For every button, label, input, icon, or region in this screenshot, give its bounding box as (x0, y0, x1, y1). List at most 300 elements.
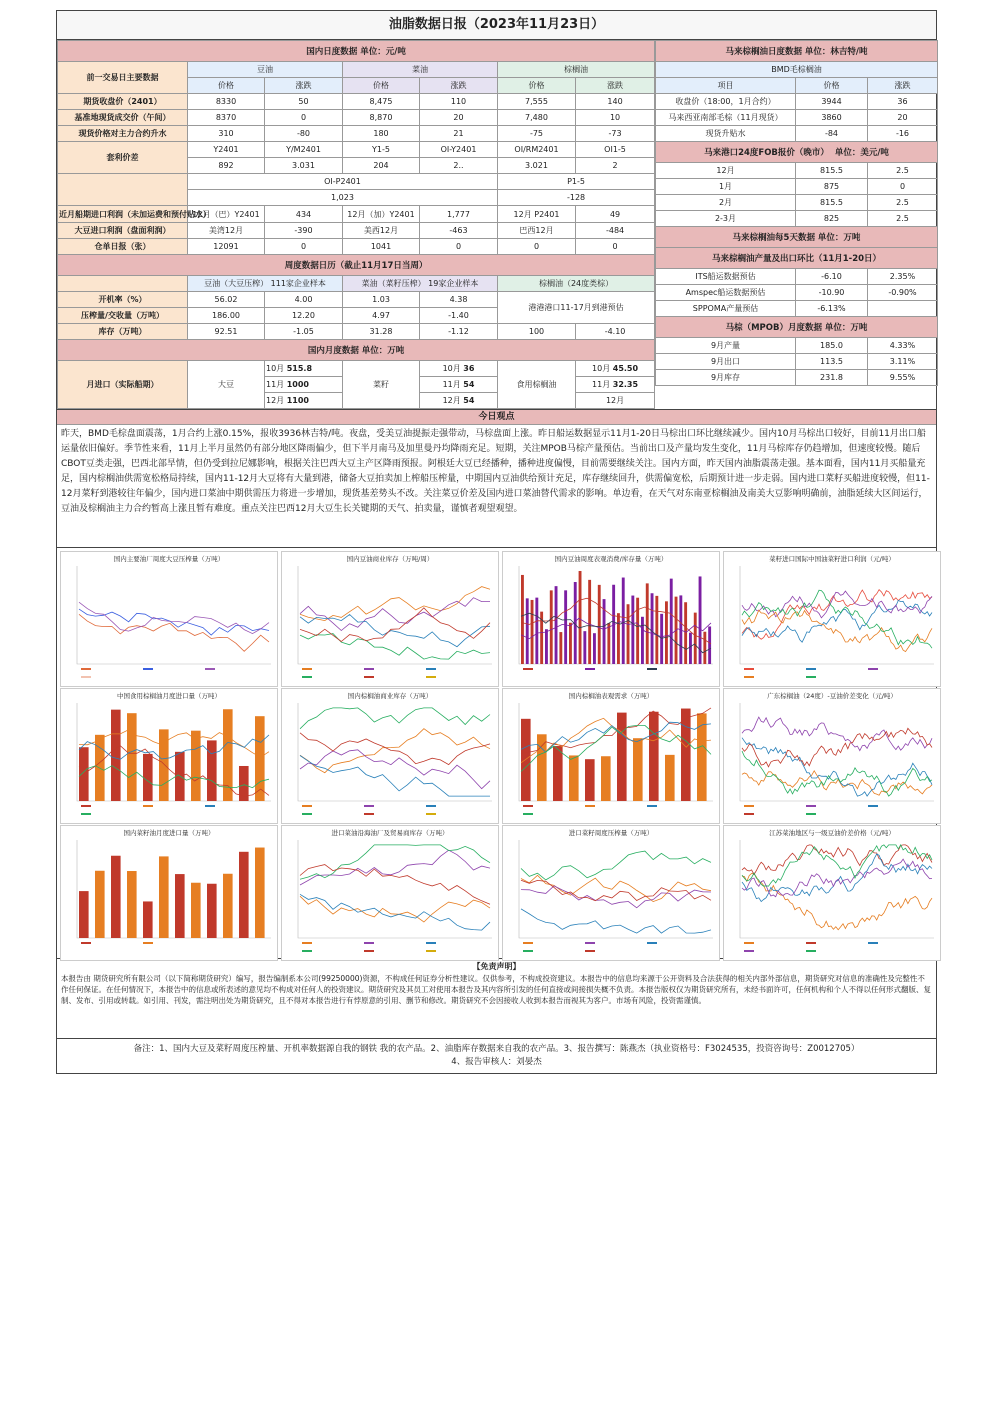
chart-bar (569, 755, 579, 801)
price-cell: 110 (420, 94, 498, 110)
chart-bar (559, 632, 562, 664)
monthly-label: 月进口（实际船期） (58, 361, 188, 409)
monthly-val: 45.50 (612, 364, 639, 373)
monthly-month: 12月 (442, 396, 461, 405)
row-change: 2.35% (868, 269, 938, 285)
crush-profit-label: 大豆进口利润（盘面利润） (58, 223, 188, 239)
legend-swatch (302, 668, 312, 670)
price-row-label: 基准地现货成交价（午间） (58, 110, 188, 126)
weekly-row-label: 库存（万吨） (58, 324, 188, 340)
weekly-row-label: 开机率（%） (58, 292, 188, 308)
bmd-rows (656, 94, 938, 142)
chart-thumbnail (281, 551, 499, 687)
col-price: 价格 (498, 78, 576, 94)
monthly-month: 11月 (592, 380, 611, 389)
chart-bar (207, 884, 217, 938)
chart-bar (143, 901, 153, 938)
chart-bar (191, 731, 201, 801)
legend-swatch (81, 805, 91, 807)
monthly-cell (265, 361, 343, 377)
monthly-group-name: 菜籽 (343, 361, 420, 409)
legend-swatch (585, 950, 595, 952)
weekly-sub-palm: 棕榈油（24度类棕） (498, 276, 655, 292)
chart-bar (660, 614, 663, 664)
export-title: 马来棕榈油每5天数据 单位：万吨 (656, 227, 938, 248)
malaysia-panel (655, 40, 937, 409)
chart-thumbnail (502, 551, 720, 687)
warrant-cell: 0 (420, 239, 498, 255)
price-row (58, 126, 655, 142)
fob-rows-row (656, 179, 938, 195)
weekly-val: -1.12 (420, 324, 498, 340)
row-price: -10.90 (796, 285, 868, 301)
charts-area (57, 547, 936, 958)
row-price: 3860 (796, 110, 868, 126)
legend-swatch (81, 813, 91, 815)
weekly-val: -1.05 (265, 324, 343, 340)
chart-series-line (742, 717, 932, 751)
view-text: 昨天，BMD毛棕盘面震荡，1月合约上涨0.15%，报收3936林吉特/吨。夜盘，受美豆油提振走强带动，马棕盘面上涨。昨日船运数据显示11月1-20日马棕出口环比继续减少。国内10月马棕出口较好，目前11月出口船运量依旧偏好。季节性来看，11月上半月虽然仍有部分地区降雨偏少，但下半月南马及加里曼丹均降雨充足。短期，关注MPOB马棕产量预估。当前出口及产量均发生变化，11月马棕库存仍趋增加，但速度较慢。随后CBOT豆类走强，巴西北部旱情，但仍受到拉尼娜影响，根据关注巴西大豆主产区降雨预报。阿根廷大豆已经播种，播种进度偏慢，目前需要继续关注。国内方面，昨天国内油脂震荡走强。基本面看，国内11月买船量充足，国内棕榈油供需宽松格局持续，国内11-12月大豆将有大量到港，储备大豆拍卖加上榨船压榨量，中期国内豆油供给预计充足，库存继续回升，供需偏宽松，后期预计进一步走弱。国内进口菜籽买船进度较慢，但11-12月菜籽到港较往年偏少，国内进口菜油中期供需压力将进一步增加，现货基差势头不改。关注菜豆价差及国内进口菜油替代需求的影响。单边看，在天气对东南亚棕榈油及南美大豆影响明确前，油脂延续大区间运行，豆油及棕榈油主力合约暂高上涨且暂有难度。重点关注巴西12月大豆生长关键期的天气、拍卖量，谨慎者观望观望。 (61, 429, 930, 514)
chart-axis (519, 840, 713, 938)
legend-swatch (364, 942, 374, 944)
price-rows (58, 94, 655, 142)
legend-swatch (806, 668, 816, 670)
chart-series-line (742, 854, 932, 902)
row-label: 1月 (656, 179, 796, 195)
chart-series-line (521, 598, 711, 644)
row-label: 12月 (656, 163, 796, 179)
chart-bar (649, 712, 659, 801)
report-title: 油脂数据日报（2023年11月23日） (57, 11, 936, 40)
chart-title: 进口菜籽周度压榨量（万吨） (568, 829, 654, 837)
legend-swatch (426, 942, 436, 944)
fob-rows-row (656, 211, 938, 227)
monthly-cell (265, 377, 343, 393)
legend-swatch (302, 805, 312, 807)
row-label: 收盘价（18:00，1月合约） (656, 94, 796, 110)
fob-rows-row (656, 195, 938, 211)
row-price: -6.10 (796, 269, 868, 285)
spread-head-palm15: P1-5 (498, 174, 655, 190)
legend-swatch (585, 805, 595, 807)
legend-swatch (81, 676, 91, 678)
import-cell: 12月 P2401 (498, 206, 576, 223)
chart-series-line (79, 609, 269, 635)
chart-bar (631, 596, 634, 664)
legend-swatch (523, 813, 533, 815)
chart-bar (223, 874, 233, 938)
item-col: 项目 (656, 78, 796, 94)
notes (57, 1038, 936, 1073)
row-label: SPPOMA产量预估 (656, 301, 796, 317)
chart-series-line (300, 894, 490, 930)
legend-swatch (302, 813, 312, 815)
weekly-val: 31.28 (343, 324, 420, 340)
chart-bar (111, 710, 121, 801)
chart-bar (545, 629, 548, 664)
chart-bar (617, 713, 627, 801)
crush-cell: -463 (420, 223, 498, 239)
price-row (58, 94, 655, 110)
chart-title: 广东棕榈油（24度）-豆油价差变化（元/吨） (767, 692, 897, 700)
mpob-rows-row (656, 370, 938, 386)
monthly-cell (576, 361, 655, 377)
weekly-val: -1.40 (420, 308, 498, 324)
price-cell: 180 (343, 126, 420, 142)
chart-bar (651, 593, 654, 664)
chart-bar (127, 871, 137, 938)
col-price: 价格 (343, 78, 420, 94)
chart-series-line (742, 590, 932, 640)
chart-title: 中国食用棕榈油月度进口量（万吨） (117, 692, 221, 700)
legend-swatch (302, 942, 312, 944)
legend-swatch (205, 805, 215, 807)
chart-plot (728, 840, 936, 954)
monthly-cell (576, 393, 655, 409)
weekly-val: 4.97 (343, 308, 420, 324)
spread-head: Y2401 (188, 142, 265, 158)
chart-bar (665, 755, 675, 801)
chart-bar (79, 891, 89, 938)
weekly-val: 4.38 (420, 292, 498, 308)
monthly-group-name: 食用棕榈油 (498, 361, 576, 409)
chart-series-line (742, 751, 932, 796)
weekly-sub-rape: 菜油（菜籽压榨） 19家企业样本 (343, 276, 498, 292)
domestic-table (57, 40, 655, 409)
crush-cell: 美西12月 (343, 223, 420, 239)
fob-rows (656, 163, 938, 227)
legend-swatch (302, 676, 312, 678)
legend-swatch (806, 805, 816, 807)
chart-bar (708, 626, 711, 664)
price-cell: -75 (498, 126, 576, 142)
spread-head: OI1-5 (576, 142, 655, 158)
legend-swatch (523, 805, 533, 807)
chart-bar (159, 856, 169, 938)
crush-cell: 巴西12月 (498, 223, 576, 239)
chart-plot (286, 840, 494, 954)
chart-bar (191, 883, 201, 938)
domestic-panel (57, 40, 655, 409)
chart-bar (598, 585, 601, 664)
row-change: 2.5 (868, 195, 938, 211)
monthly-val: 54 (463, 380, 475, 389)
chart-thumbnail (502, 688, 720, 824)
legend-swatch (806, 950, 816, 952)
chart-title: 进口菜油沿海油厂及贸易商库存（万吨） (331, 829, 449, 837)
import-profit-label: 近月船期进口利润（未加运费和预付贴水） (58, 206, 188, 223)
chart-series-line (742, 873, 932, 929)
monthly-val: 54 (463, 396, 475, 405)
chart-title: 国内豆油商业库存（万吨/周） (346, 555, 434, 563)
row-change: 20 (868, 110, 938, 126)
chart-plot (507, 566, 715, 680)
legend-swatch (744, 813, 754, 815)
chart-axis (740, 566, 934, 664)
spread-val: 3.031 (265, 158, 343, 174)
legend-swatch (523, 950, 533, 952)
price-col: 价格 (796, 78, 868, 94)
row-label: 9月产量 (656, 338, 796, 354)
chart-thumbnail (723, 688, 941, 824)
malaysia-table (655, 40, 938, 386)
mpob-rows-row (656, 338, 938, 354)
chart-series-line (521, 909, 711, 933)
chart-series-line (300, 708, 490, 729)
chart-bar (684, 602, 687, 664)
legend-swatch (364, 813, 374, 815)
disclaimer-text: 本报告由 期货研究所有限公司（以下简称期货研究）编写，报告编制系本公司(99250000)资源，不构成任何证券分析性建议。仅供参考，不构成投资建议。本报告中的信息均来源于公开资料及合法获得的相关内部外部信息，期货研究对信息的准确性及完整性不作任何保证。在任何情况下，本报告中的信息或所表述的意见均不构成对任何人的投资建议。期货研究及其员工对使用本报告及其内容所引发的任何直接或间接损失概不负责。本报告版权仅为期货研究所有，未经书面许可，任何机构和个人不得以任何形式翻版、复制、发布、引用或转载。如引用、刊发，需注明出处为期货研究，且不得对本报告进行有悖原意的引用、删节和修改。期货研究不会因接收人收到本报告而视其为客户。市场有风险，投资需谨慎。 (61, 974, 931, 1005)
row-price: 875 (796, 179, 868, 195)
weekly-val: 1.03 (343, 292, 420, 308)
legend-swatch (426, 950, 436, 952)
chart-thumbnail (281, 688, 499, 824)
row-price: 3944 (796, 94, 868, 110)
row-label: 2月 (656, 195, 796, 211)
price-cell: -73 (576, 126, 655, 142)
price-row (58, 110, 655, 126)
legend-swatch (426, 676, 436, 678)
chart-bar (641, 617, 644, 664)
chart-series-line (79, 602, 269, 633)
price-cell: 140 (576, 94, 655, 110)
monthly-cell (420, 361, 498, 377)
palm-port-text: 港港港口11-17月到港预估 (498, 292, 655, 324)
legend-swatch (364, 950, 374, 952)
legend-swatch (523, 668, 533, 670)
monthly-cell (576, 377, 655, 393)
monthly-val: 515.8 (286, 364, 313, 373)
chart-bar (143, 754, 153, 801)
spread-val: 3.021 (498, 158, 576, 174)
col-change: 涨跌 (420, 78, 498, 94)
price-cell: 7,480 (498, 110, 576, 126)
legend-swatch (143, 805, 153, 807)
weekly-val: 186.00 (188, 308, 265, 324)
export-rows-row (656, 285, 938, 301)
chart-series-line (300, 634, 490, 660)
chart-series-line (742, 610, 932, 652)
monthly-month: 11月 (442, 380, 461, 389)
row-change: 2.5 (868, 211, 938, 227)
chart-series-line (300, 845, 490, 879)
chart-thumbnail (502, 825, 720, 961)
chart-bar (239, 852, 249, 938)
chart-bar (550, 590, 553, 664)
crush-cell: -390 (265, 223, 343, 239)
chart-plot (728, 703, 936, 817)
crush-cell: 美湾12月 (188, 223, 265, 239)
weekly-row-label: 压榨量/交收量（万吨） (58, 308, 188, 324)
col-change: 涨跌 (265, 78, 343, 94)
weekly-val: -4.10 (576, 324, 655, 340)
chart-bar (622, 578, 625, 664)
monthly-header: 国内月度数据 单位：万吨 (58, 340, 655, 361)
chart-series-line (742, 591, 932, 618)
row-change: 3.11% (868, 354, 938, 370)
warrant-cell: 0 (265, 239, 343, 255)
legend-swatch (744, 805, 754, 807)
chart-plot (286, 703, 494, 817)
malaysia-header: 马来棕榈油日度数据 单位：林吉特/吨 (656, 41, 938, 62)
row-label: 9月库存 (656, 370, 796, 386)
legend-swatch (806, 942, 816, 944)
monthly-month: 11月 (266, 380, 285, 389)
chart-plot (286, 566, 494, 680)
warrant-cell: 0 (576, 239, 655, 255)
chart-bar (521, 575, 524, 664)
chart-title: 国内豆油周度表观消费/库存量（万吨） (554, 555, 668, 563)
chart-bar (583, 631, 586, 664)
spread-val: 204 (343, 158, 420, 174)
monthly-month: 12月 (605, 396, 625, 405)
weekly-sub-soy: 豆油（大豆压榨） 111家企业样本 (188, 276, 343, 292)
chart-thumbnail (60, 551, 278, 687)
spread-val-palm15: -128 (498, 190, 655, 206)
legend-swatch (868, 668, 878, 670)
monthly-month: 10月 (442, 364, 461, 373)
product-soy: 豆油 (188, 62, 343, 78)
spread-head: OI-Y2401 (420, 142, 498, 158)
chart-bar (655, 596, 658, 664)
chart-bar (553, 746, 563, 801)
weekly-val: 12.20 (265, 308, 343, 324)
product-palm: 棕榈油 (498, 62, 655, 78)
row-price: 825 (796, 211, 868, 227)
legend-swatch (81, 668, 91, 670)
col-price: 价格 (188, 78, 265, 94)
chart-title: 国内棕榈油商业库存（万吨） (347, 692, 433, 700)
change-col: 涨跌 (868, 78, 938, 94)
legend-swatch (426, 805, 436, 807)
chart-bar (689, 633, 692, 664)
monthly-month: 10月 (266, 364, 285, 373)
export-sub: 马来棕榈油产量及出口环比（11月1-20日） (656, 248, 938, 269)
chart-plot (65, 840, 273, 954)
chart-axis (519, 566, 713, 664)
chart-bar (95, 871, 105, 938)
legend-swatch (205, 668, 215, 670)
export-rows (656, 269, 938, 317)
fob-unit: 单位：美元/吨 (834, 148, 889, 158)
product-rapeseed: 菜油 (343, 62, 498, 78)
chart-series-line (300, 598, 490, 631)
bmd-rows-row (656, 126, 938, 142)
chart-bar (255, 716, 265, 801)
row-price: 185.0 (796, 338, 868, 354)
spread-head: Y/M2401 (265, 142, 343, 158)
chart-bar (127, 713, 137, 801)
chart-bar (636, 598, 639, 664)
row-label: 2-3月 (656, 211, 796, 227)
chart-bar (111, 856, 121, 938)
weekly-header: 周度数据日历（截止11月17日当周） (58, 255, 655, 276)
legend-swatch (426, 668, 436, 670)
chart-bar (526, 598, 529, 664)
chart-series-line (300, 865, 490, 905)
chart-bar (627, 604, 630, 664)
chart-bar (665, 601, 668, 664)
legend-swatch (585, 668, 595, 670)
legend-swatch (744, 950, 754, 952)
spread-extra-label (58, 174, 188, 206)
import-cell: 1,777 (420, 206, 498, 223)
chart-bar (694, 613, 697, 664)
chart-bar (159, 729, 169, 801)
price-cell: 50 (265, 94, 343, 110)
chart-bar (585, 759, 595, 801)
import-cell: 49 (576, 206, 655, 223)
export-rows-row (656, 269, 938, 285)
chart-bar (633, 738, 643, 801)
fob-title-text: 马来港口24度FOB报价（晚市） (704, 148, 829, 158)
row-price: 113.5 (796, 354, 868, 370)
legend-swatch (806, 676, 816, 678)
legend-swatch (364, 676, 374, 678)
price-cell: 8,870 (343, 110, 420, 126)
price-cell: 8370 (188, 110, 265, 126)
row-change: 36 (868, 94, 938, 110)
price-row-label: 现货价格对主力合约升水 (58, 126, 188, 142)
spread-val: 2.. (420, 158, 498, 174)
chart-thumbnail (60, 688, 278, 824)
price-cell: 7,555 (498, 94, 576, 110)
weekly-val: 56.02 (188, 292, 265, 308)
legend-swatch (647, 668, 657, 670)
legend-swatch (364, 668, 374, 670)
row-change: 4.33% (868, 338, 938, 354)
import-cell: 12月（巴）Y2401 (188, 206, 265, 223)
row-change: -16 (868, 126, 938, 142)
domestic-header: 国内日度数据 单位：元/吨 (58, 41, 655, 62)
legend-swatch (143, 942, 153, 944)
legend-swatch (647, 805, 657, 807)
warrant-cell: 12091 (188, 239, 265, 255)
legend-swatch (143, 668, 153, 670)
legend-swatch (585, 942, 595, 944)
chart-plot (728, 566, 936, 680)
chart-series-line (742, 600, 932, 642)
fob-title (656, 142, 938, 163)
chart-bar (535, 598, 538, 664)
row-label: 9月出口 (656, 354, 796, 370)
warrant-cell: 0 (498, 239, 576, 255)
disclaimer-title: 【免责声明】 (57, 958, 936, 972)
chart-series-line (521, 618, 711, 638)
monthly-cell (420, 393, 498, 409)
row-change (868, 301, 938, 317)
spread-head-palm: OI-P2401 (188, 174, 498, 190)
chart-bar (207, 740, 217, 801)
monthly-cell (265, 393, 343, 409)
row-change: -0.90% (868, 285, 938, 301)
chart-series-line (300, 733, 490, 765)
chart-series-line (521, 613, 711, 653)
chart-title: 国内棕榈油表观需求（万吨） (568, 692, 654, 700)
chart-bar (601, 756, 611, 801)
price-cell: 0 (265, 110, 343, 126)
chart-series-line (300, 896, 490, 922)
chart-plot (65, 703, 273, 817)
price-cell: 8,475 (343, 94, 420, 110)
price-cell: 21 (420, 126, 498, 142)
warrant-cell: 1041 (343, 239, 420, 255)
chart-thumbnail (60, 825, 278, 961)
top-grid (57, 40, 936, 409)
chart-series-line (79, 614, 269, 651)
chart-plot (507, 703, 715, 817)
chart-bar (579, 571, 582, 664)
